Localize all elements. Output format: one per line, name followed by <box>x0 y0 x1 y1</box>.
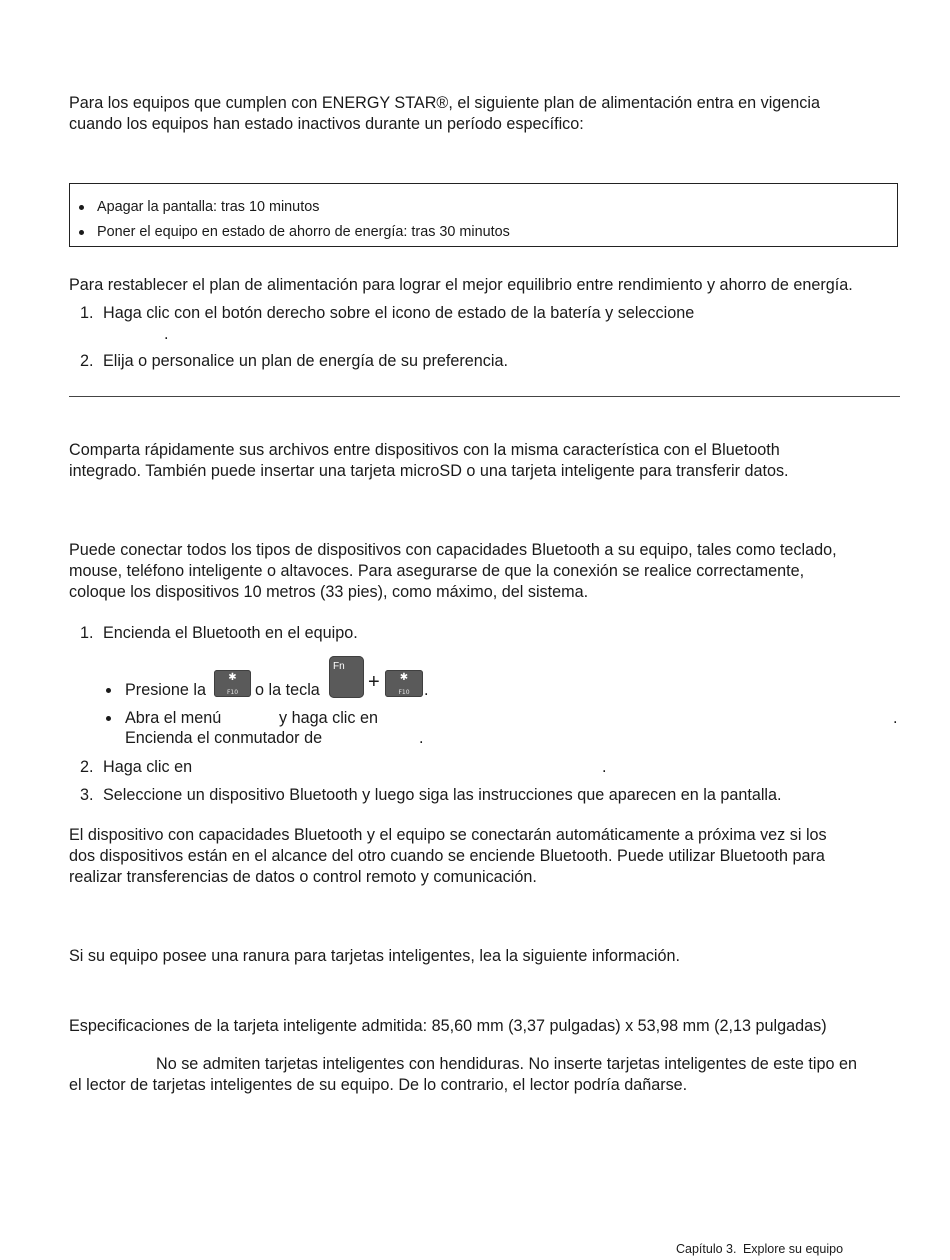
sub-step-open-menu: Abra el menú <box>125 709 222 727</box>
smartcard-warning-2: el lector de tarjetas inteligentes de su equipo. De lo contrario, el lector podría dañarse. <box>69 1076 688 1094</box>
bluetooth-line-3: coloque los dispositivos 10 metros (33 pies), como máximo, del sistema. <box>69 583 589 601</box>
footer-title: Explore su equipo <box>742 1242 844 1256</box>
smartcard-spec: Especificaciones de la tarjeta inteligente admitida: 85,60 mm (3,37 pulgadas) x 53,98 mm (2,13 pulgadas) <box>69 1017 827 1035</box>
bluetooth-step-2: Haga clic en <box>103 758 193 776</box>
bullet-icon <box>79 230 84 235</box>
fn-key: Fn <box>329 656 364 698</box>
sub-step-or-key: o la tecla <box>255 681 320 699</box>
step-number: 1. <box>80 624 94 642</box>
intro-line-1: Para los equipos que cumplen con ENERGY STAR®, el siguiente plan de alimentación entra en vigencia <box>69 94 820 112</box>
sub-step-switch: Encienda el conmutador de <box>125 729 323 747</box>
reset-intro: Para restablecer el plan de alimentación para lograr el mejor equilibrio entre rendimiento y ahorro de energía. <box>69 276 853 294</box>
bluetooth-icon: ✱ <box>399 672 409 683</box>
step-number: 2. <box>80 352 94 370</box>
bluetooth-after-1: El dispositivo con capacidades Bluetooth y el equipo se conectarán automáticamente a próxima vez si los <box>69 826 827 844</box>
intro-line-2: cuando los equipos han estado inactivos durante un período específico: <box>69 115 584 133</box>
step-number: 2. <box>80 758 94 776</box>
bluetooth-step-3: Seleccione un dispositivo Bluetooth y luego siga las instrucciones que aparecen en la pantalla. <box>103 786 782 804</box>
sub-step-1-end: . <box>424 681 429 699</box>
bullet-icon <box>106 688 111 693</box>
sub-step-click: y haga clic en <box>279 709 378 727</box>
step-number: 3. <box>80 786 94 804</box>
bullet-icon <box>106 716 111 721</box>
power-plan-box: Apagar la pantalla: tras 10 minutos Poner el equipo en estado de ahorro de energía: tras 30 minutos <box>69 183 898 247</box>
plus-sign: + <box>368 671 380 693</box>
step-number: 1. <box>80 304 94 322</box>
reset-step-1-end: . <box>164 325 169 343</box>
smartcard-intro: Si su equipo posee una ranura para tarjetas inteligentes, lea la siguiente información. <box>69 947 681 965</box>
share-line-1: Comparta rápidamente sus archivos entre dispositivos con la misma característica con el Bluetooth <box>69 441 780 459</box>
page-footer <box>676 1242 843 1257</box>
f10-bluetooth-key: ✱ F10 <box>214 670 251 697</box>
sub-step-2-end: . <box>893 709 898 727</box>
bullet-icon <box>79 205 84 210</box>
smartcard-warning-1: No se admiten tarjetas inteligentes con hendiduras. No inserte tarjetas inteligentes de este tipo en <box>156 1055 857 1073</box>
bluetooth-after-2: dos dispositivos están en el alcance del otro cuando se enciende Bluetooth. Puede utilizar Bluetooth para <box>69 847 825 865</box>
share-line-2: integrado. También puede insertar una tarjeta microSD o una tarjeta inteligente para transferir datos. <box>69 462 789 480</box>
reset-step-1: Haga clic con el botón derecho sobre el icono de estado de la batería y seleccione <box>103 304 695 322</box>
f10-bluetooth-key: ✱ F10 <box>385 670 423 697</box>
sub-step-switch-end: . <box>419 729 424 747</box>
footer-chapter: Capítulo 3. <box>676 1242 737 1256</box>
bluetooth-line-2: mouse, teléfono inteligente o altavoces. Para asegurarse de que la conexión se realice correctamente, <box>69 562 805 580</box>
bluetooth-step-1: Encienda el Bluetooth en el equipo. <box>103 624 358 642</box>
bluetooth-after-3: realizar transferencias de datos o control remoto y comunicación. <box>69 868 537 886</box>
reset-step-2: Elija o personalice un plan de energía de su preferencia. <box>103 352 508 370</box>
bluetooth-line-1: Puede conectar todos los tipos de dispositivos con capacidades Bluetooth a su equipo, tales como teclado, <box>69 541 837 559</box>
sub-step-press: Presione la <box>125 681 206 699</box>
section-divider <box>69 396 900 397</box>
bluetooth-icon: ✱ <box>228 672 237 683</box>
bluetooth-step-2-end: . <box>602 758 607 776</box>
